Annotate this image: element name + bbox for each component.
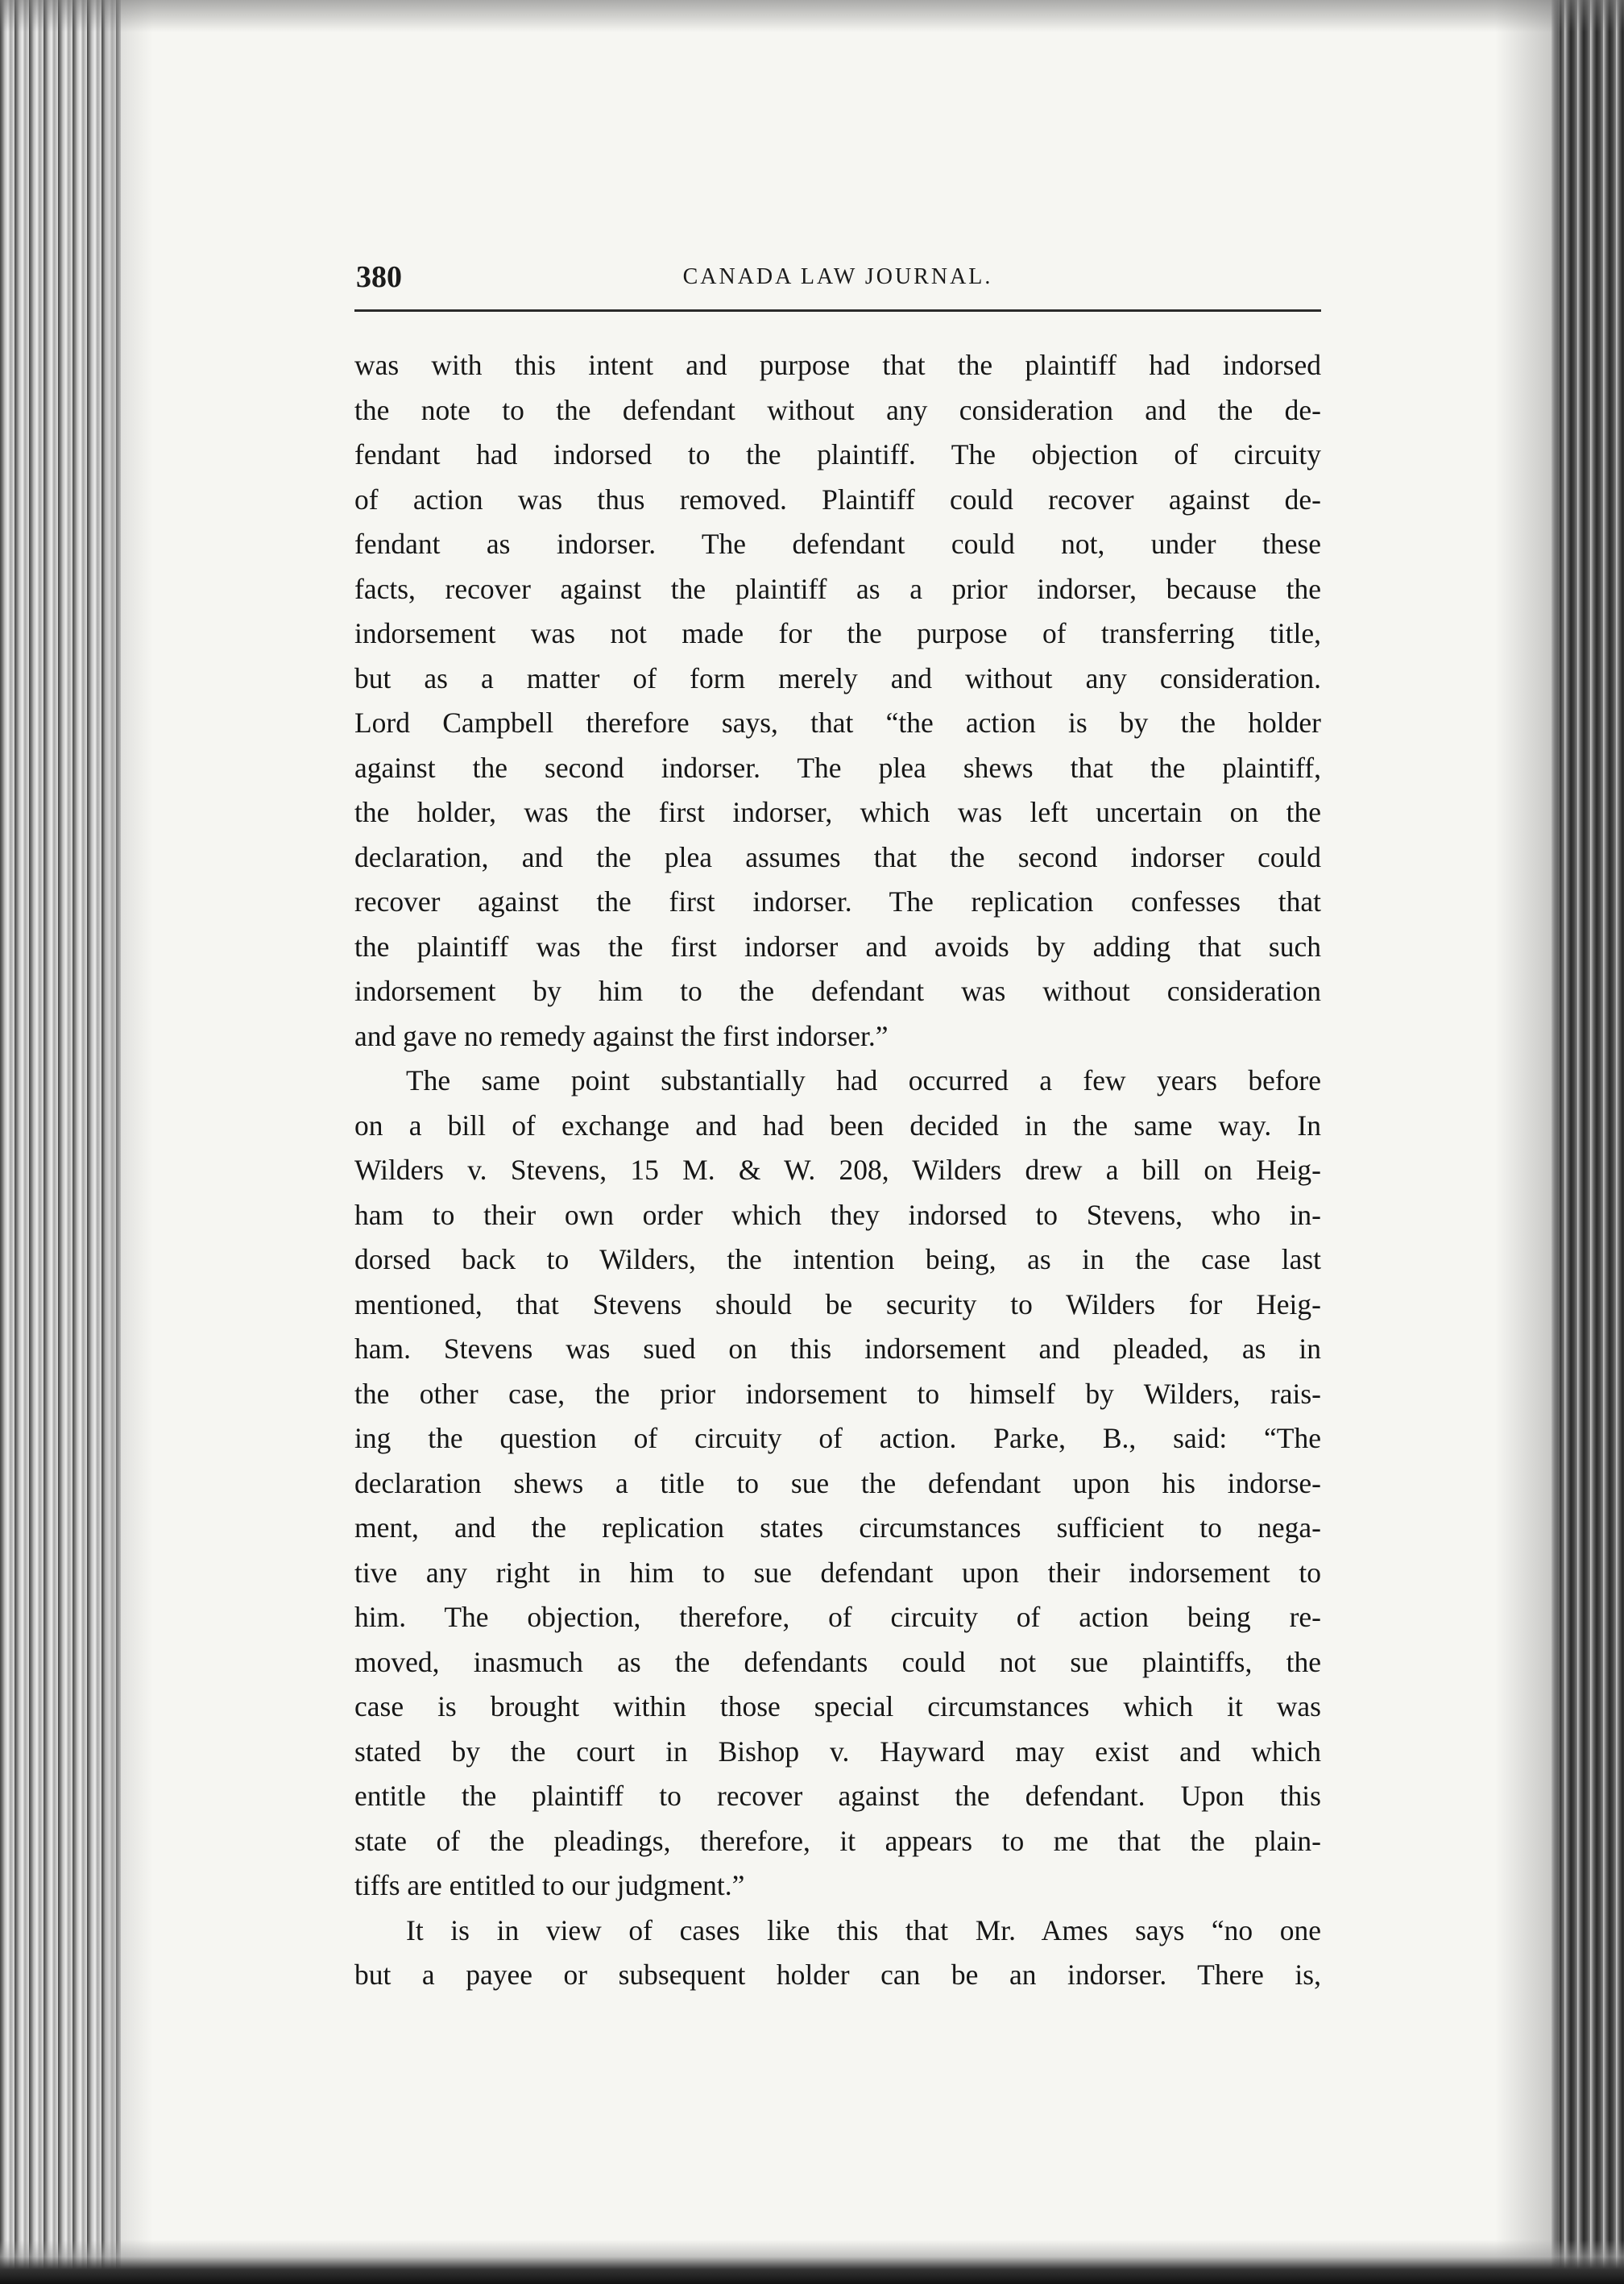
text-line: him. The objection, therefore, of circuity of action being re- — [354, 1601, 1321, 1633]
paragraph — [354, 1059, 1321, 1909]
text-line: but a payee or subsequent holder can be an indorser. There is, — [354, 1959, 1321, 1991]
text-line: the note to the defendant without any consideration and the de- — [354, 393, 1321, 426]
text-line: dorsed back to Wilders, the intention being, as in the case last — [354, 1243, 1321, 1275]
text-line: facts, recover against the plaintiff as a prior indorser, because the — [354, 572, 1321, 605]
text-line: the holder, was the first indorser, which was left uncertain on the — [354, 796, 1321, 828]
paragraph — [354, 343, 1321, 1059]
text-line: against the second indorser. The plea shews that the plaintiff, — [354, 751, 1321, 784]
running-head: CANADA LAW JOURNAL. — [682, 264, 993, 289]
scan-left-shadow — [105, 0, 153, 2284]
journal-page — [354, 256, 1321, 1991]
text-line: recover against the first indorser. The replication confesses that — [354, 885, 1321, 918]
text-line: declaration, and the plea assumes that the second indorser could — [354, 840, 1321, 873]
text-line: Wilders v. Stevens, 15 M. & W. 208, Wilders drew a bill on Heig- — [354, 1154, 1321, 1186]
text-line: The same point substantially had occurred a few years before — [406, 1064, 1321, 1096]
scan-top-edge — [0, 0, 1624, 32]
text-line: stated by the court in Bishop v. Hayward may exist and which — [354, 1735, 1321, 1768]
text-line: declaration shews a title to sue the defendant upon his indorse- — [354, 1466, 1321, 1499]
text-line: ham to their own order which they indorsed to Stevens, who in- — [354, 1198, 1321, 1231]
page-number: 380 — [356, 260, 402, 294]
text-line: but as a matter of form merely and without any consideration. — [354, 661, 1321, 694]
text-line: and gave no remedy against the first indorser.” — [354, 1019, 889, 1052]
body-text — [354, 343, 1321, 1998]
header-rule — [354, 309, 1321, 312]
text-line: state of the pleadings, therefore, it appears to me that the plain- — [354, 1824, 1321, 1857]
text-line: indorsement was not made for the purpose of transferring title, — [354, 617, 1321, 649]
text-line: tiffs are entitled to our judgment.” — [354, 1869, 745, 1901]
text-line: entitle the plaintiff to recover against the defendant. Upon this — [354, 1780, 1321, 1812]
text-line: mentioned, that Stevens should be security to Wilders for Heig- — [354, 1287, 1321, 1320]
text-line: moved, inasmuch as the defendants could not sue plaintiffs, the — [354, 1645, 1321, 1678]
text-line: fendant had indorsed to the plaintiff. The objection of circuity — [354, 438, 1321, 470]
text-line: It is in view of cases like this that Mr. Ames says “no one — [406, 1913, 1321, 1946]
text-line: the plaintiff was the first indorser and avoids by adding that such — [354, 930, 1321, 963]
scan-right-edge — [1552, 0, 1624, 2284]
text-line: tive any right in him to sue defendant upon their indorsement to — [354, 1556, 1321, 1589]
text-line: case is brought within those special circumstances which it was — [354, 1690, 1321, 1722]
text-line: ment, and the replication states circumstances sufficient to nega- — [354, 1511, 1321, 1544]
text-line: of action was thus removed. Plaintiff could recover against de- — [354, 483, 1321, 516]
scan-right-shadow — [1495, 0, 1560, 2284]
text-line: the other case, the prior indorsement to himself by Wilders, rais- — [354, 1377, 1321, 1410]
text-line: ham. Stevens was sued on this indorsement and pleaded, as in — [354, 1333, 1321, 1365]
text-line: ing the question of circuity of action. Parke, B., said: “The — [354, 1422, 1321, 1454]
paragraph — [354, 1909, 1321, 1998]
page-header — [354, 256, 1321, 305]
scan-bottom-edge — [0, 2240, 1624, 2284]
text-line: was with this intent and purpose that the plaintiff had indorsed — [354, 349, 1321, 381]
text-line: Lord Campbell therefore says, that “the action is by the holder — [354, 707, 1321, 739]
text-line: fendant as indorser. The defendant could not, under these — [354, 528, 1321, 560]
text-line: on a bill of exchange and had been decided in the same way. In — [354, 1109, 1321, 1142]
scan-left-edge — [0, 0, 121, 2284]
text-line: indorsement by him to the defendant was without consideration — [354, 975, 1321, 1007]
